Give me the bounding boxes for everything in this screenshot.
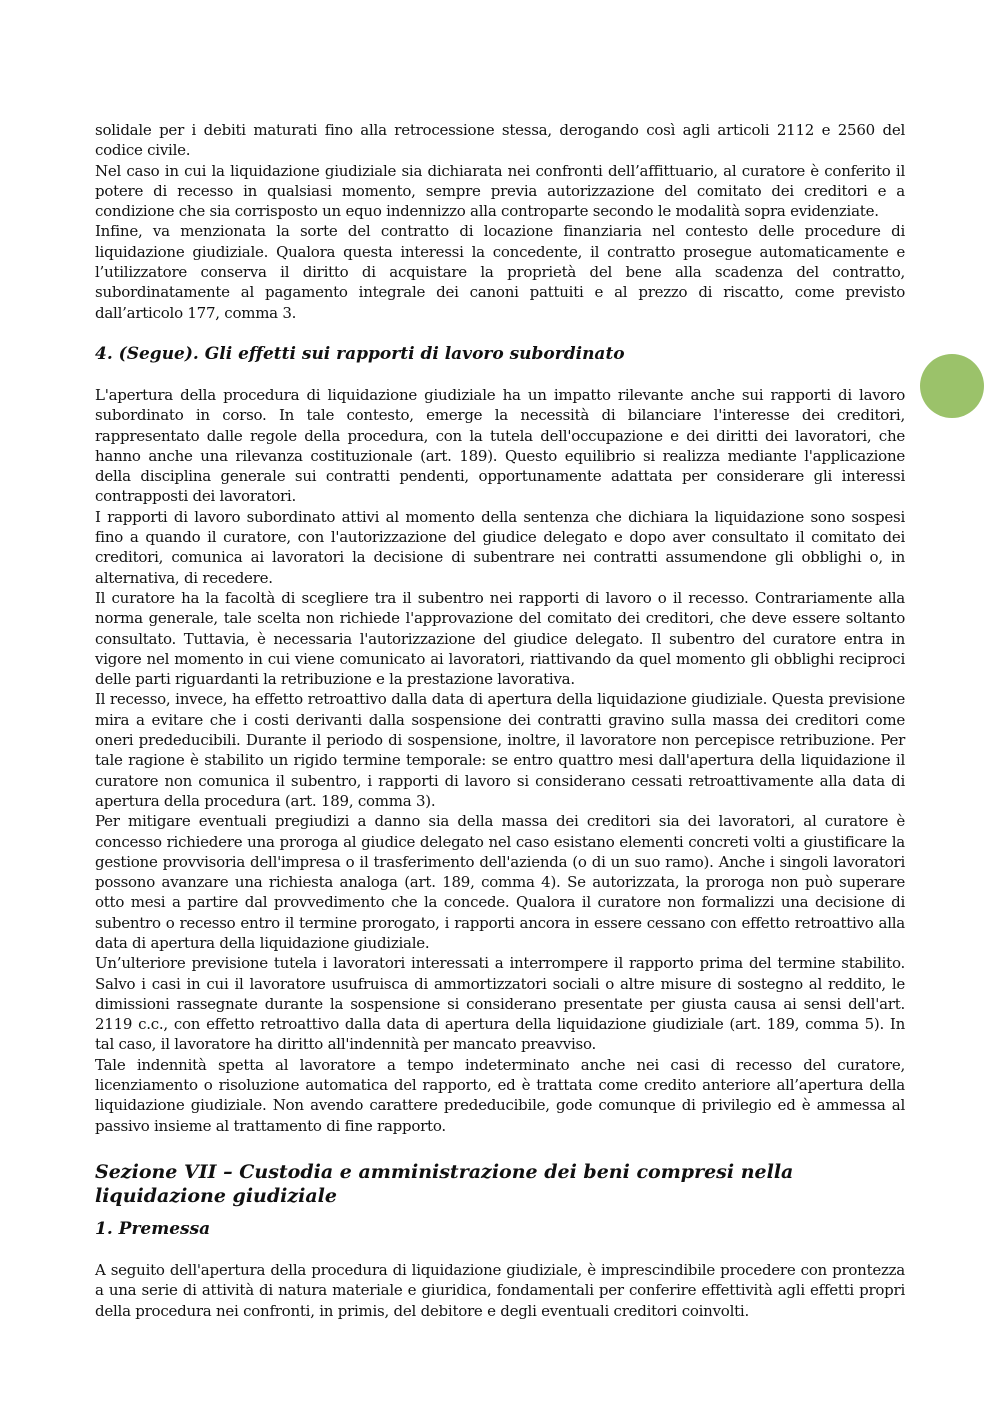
page-content: [95, 120, 905, 1321]
section-heading: 4. (Segue). Gli effetti sui rapporti di lavoro subordinato: [95, 343, 625, 364]
paragraph: Infine, va menzionata la sorte del contratto di locazione finanziaria nel contesto delle procedure di liquidazione giudiziale. Qualora questa interessi la concedente, il contratto prosegue automaticamente e l’utilizzatore conserva il diritto di acquistare la proprietà del bene alla scadenza del contratto, subordinatamente al pagamento integrale dei canoni pattuiti e al prezzo di riscatto, come previsto dall’articolo 177, comma 3.: [95, 222, 905, 322]
paragraph: solidale per i debiti maturati fino alla retrocessione stessa, derogando così agli articoli 2112 e 2560 del codice civile.: [95, 121, 905, 160]
paragraph: Tale indennità spetta al lavoratore a tempo indeterminato anche nei casi di recesso del curatore, licenziamento o risoluzione automatica del rapporto, ed è trattata come credito anteriore all’apertura della liquidazione giudiziale. Non avendo carattere prededucibile, gode comunque di privilegio ed è ammessa al passivo insieme al trattamento di fine rapporto.: [95, 1055, 905, 1135]
paragraph: Un’ulteriore previsione tutela i lavoratori interessati a interrompere il rapporto prima del termine stabilito. Salvo i casi in cui il lavoratore usufruisca di ammortizzatori sociali o altre misure di sostegno al reddito, le dimissioni rassegnate durante la sospensione si considerano presentate per giusta causa ai sensi dell'art. 2119 c.c., con effetto retroattivo dalla data di apertura della liquidazione giudiziale (art. 189, comma 5). In tal caso, il lavoratore ha diritto all'indennità per mancato preavviso.: [95, 954, 905, 1054]
paragraph: Nel caso in cui la liquidazione giudiziale sia dichiarata nei confronti dell’affittuario, al curatore è conferito il potere di recesso in qualsiasi momento, sempre previa autorizzazione del comitato dei creditori e a condizione che sia corrisposto un equo indennizzo alla controparte secondo le modalità sopra evidenziate.: [95, 161, 905, 221]
paragraph: Il curatore ha la facoltà di scegliere tra il subentro nei rapporti di lavoro o il recesso. Contrariamente alla norma generale, tale scelta non richiede l'approvazione del comitato dei creditori, che deve essere soltanto consultato. Tuttavia, è necessaria l'autorizzazione del giudice delegato. Il subentro del curatore entra in vigore nel momento in cui viene comunicato ai lavoratori, riattivando da quel momento gli obblighi reciproci delle parti riguardanti la retribuzione e la prestazione lavorativa.: [95, 588, 905, 689]
decorative-green-circle: [920, 354, 984, 418]
chapter-section-heading: Sezione VII – Custodia e amministrazione dei beni compresi nella liquidazione giudiziale: [95, 1160, 794, 1207]
paragraph: I rapporti di lavoro subordinato attivi al momento della sentenza che dichiara la liquidazione sono sospesi fino a quando il curatore, con l'autorizzazione del giudice delegato e dopo aver consultato il comitato dei creditori, comunica ai lavoratori la decisione di subentrare nei contratti assumendone gli obblighi o, in alternativa, di recedere.: [95, 507, 905, 587]
subsection-heading: 1. Premessa: [95, 1218, 211, 1239]
paragraph: L'apertura della procedura di liquidazione giudiziale ha un impatto rilevante anche sui rapporti di lavoro subordinato in corso. In tale contesto, emerge la necessità di bilanciare l'interesse dei creditori, rappresentato dalle regole della procedura, con la tutela dell'occupazione e dei diritti dei lavoratori, che hanno anche una rilevanza costituzionale (art. 189). Questo equilibrio si realizza mediante l'applicazione della disciplina generale sui contratti pendenti, opportunamente adattata per considerare gli interessi contrapposti dei lavoratori.: [95, 385, 905, 506]
paragraph: Il recesso, invece, ha effetto retroattivo dalla data di apertura della liquidazione giudiziale. Questa previsione mira a evitare che i costi derivanti dalla sospensione dei contratti gravino sulla massa dei creditori come oneri prededucibili. Durante il periodo di sospensione, inoltre, il lavoratore non percepisce retribuzione. Per tale ragione è stabilito un rigido termine temporale: se entro quattro mesi dall'apertura della liquidazione il curatore non comunica il subentro, i rapporti di lavoro si considerano cessati retroattivamente alla data di apertura della procedura (art. 189, comma 3).: [95, 690, 905, 810]
paragraph: Per mitigare eventuali pregiudizi a danno sia della massa dei creditori sia dei lavoratori, al curatore è concesso richiedere una proroga al giudice delegato nel caso esistano elementi concreti volti a giustificare la gestione provvisoria dell'impresa o il trasferimento dell'azienda (o di un suo ramo). Anche i singoli lavoratori possono avanzare una richiesta analoga (art. 189, comma 4). Se autorizzata, la proroga non può superare otto mesi a partire dal provvedimento che la concede. Qualora il curatore non formalizzi una decisione di subentro o recesso entro il termine prorogato, i rapporti ancora in essere cessano con effetto retroattivo alla data di apertura della liquidazione giudiziale.: [95, 812, 905, 952]
paragraph: A seguito dell'apertura della procedura di liquidazione giudiziale, è imprescindibile procedere con prontezza a una serie di attività di natura materiale e giuridica, fondamentali per conferire effettività agli effetti propri della procedura nei confronti, in primis, del debitore e degli eventuali creditori coinvolti.: [95, 1260, 905, 1320]
